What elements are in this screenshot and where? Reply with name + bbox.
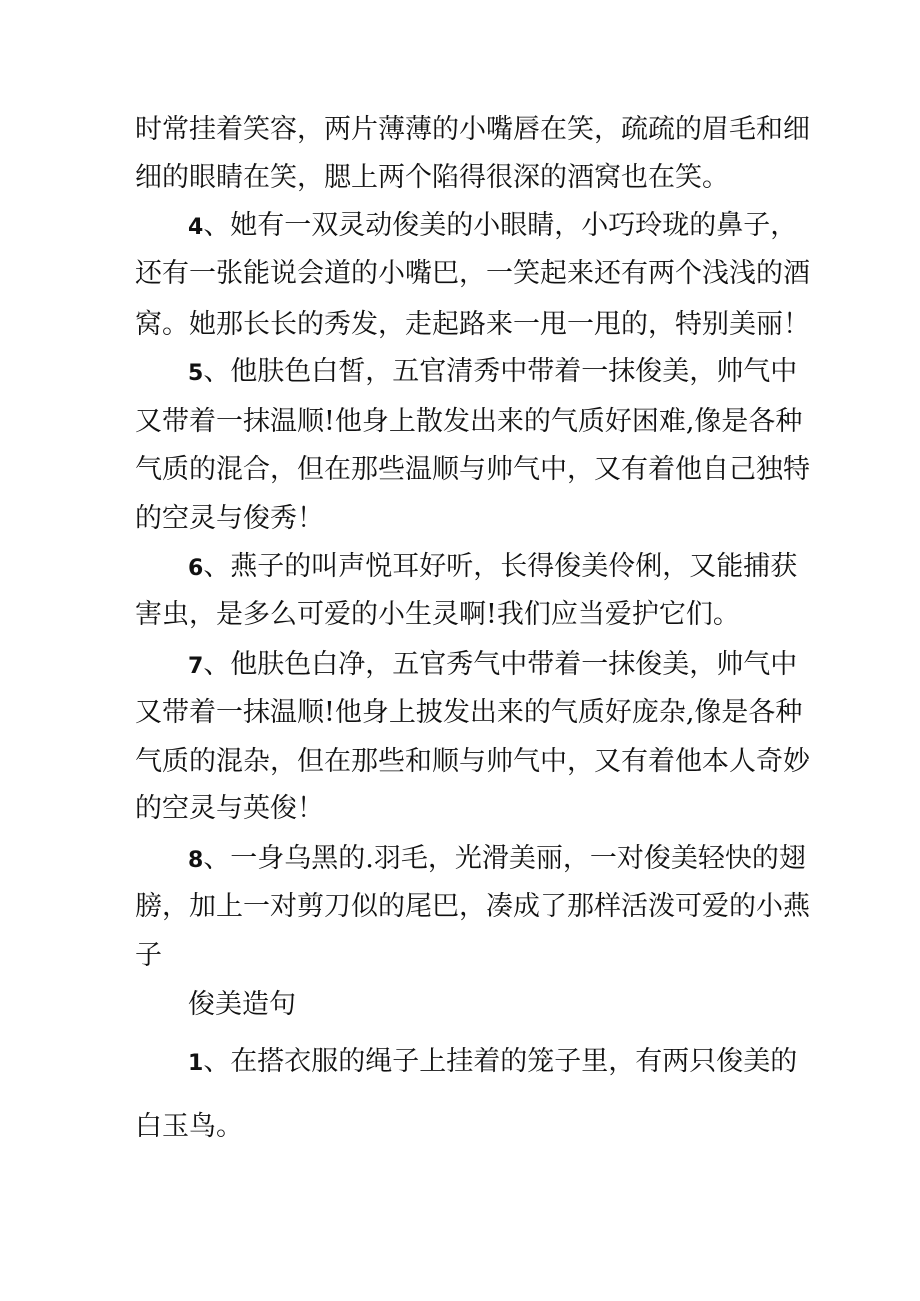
text-line: 又带着一抹温顺!他身上散发出来的气质好困难,像是各种 xyxy=(135,406,803,437)
item-number: 7 xyxy=(188,654,204,679)
text-line: 的空灵与俊秀！ xyxy=(135,503,324,534)
text-line: 子 xyxy=(135,940,162,971)
item-line: 7、他肤色白净，五官秀气中带着一抹俊美，帅气中 xyxy=(188,649,798,680)
item-line: 1、在搭衣服的绳子上挂着的笼子里，有两只俊美的 xyxy=(188,1046,798,1077)
text-line: 窝。她那长长的秀发，走起路来一甩一甩的，特别美丽！ xyxy=(135,309,810,340)
item-line: 6、燕子的叫声悦耳好听，长得俊美伶俐，又能捕获 xyxy=(188,551,798,582)
item-line: 8、一身乌黑的.羽毛，光滑美丽，一对俊美轻快的翅 xyxy=(188,843,806,874)
text-line: 的空灵与英俊！ xyxy=(135,793,324,824)
text-line: 还有一张能说会道的小嘴巴，一笑起来还有两个浅浅的酒 xyxy=(135,258,810,289)
item-line: 4、她有一双灵动俊美的小眼睛，小巧玲珑的鼻子， xyxy=(188,210,798,241)
text-line: 气质的混杂，但在那些和顺与帅气中，又有着他本人奇妙 xyxy=(135,746,810,777)
item-number: 4 xyxy=(188,215,204,240)
section-heading: 俊美造句 xyxy=(188,989,296,1020)
item-number: 6 xyxy=(188,556,204,581)
text-line: 时常挂着笑容，两片薄薄的小嘴唇在笑，疏疏的眉毛和细 xyxy=(135,114,810,145)
item-number: 5 xyxy=(188,361,204,386)
text-line: 白玉鸟。 xyxy=(135,1111,243,1142)
text-line: 又带着一抹温顺!他身上披发出来的气质好庞杂,像是各种 xyxy=(135,697,803,728)
item-number: 1 xyxy=(188,1051,204,1076)
item-number: 8 xyxy=(188,848,204,873)
item-line: 5、他肤色白皙，五官清秀中带着一抹俊美，帅气中 xyxy=(188,356,798,387)
text-line: 膀，加上一对剪刀似的尾巴，凑成了那样活泼可爱的小燕 xyxy=(135,891,810,922)
text-line: 气质的混合，但在那些温顺与帅气中，又有着他自己独特 xyxy=(135,454,810,485)
text-line: 细的眼睛在笑，腮上两个陷得很深的酒窝也在笑。 xyxy=(135,162,729,193)
text-line: 害虫，是多么可爱的小生灵啊!我们应当爱护它们。 xyxy=(135,599,740,630)
